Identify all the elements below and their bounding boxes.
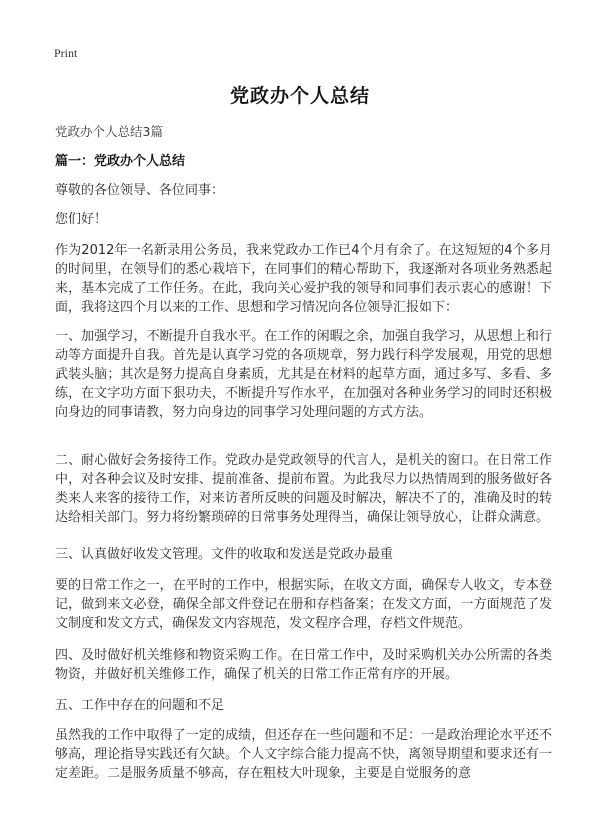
- document-subtitle: 党政办个人总结3篇: [55, 124, 163, 139]
- section-heading: 篇一：党政办个人总结: [55, 154, 186, 169]
- paragraph-intro: 作为2012年一名新录用公务员，我来党政办工作已4个月有余了。在这短短的4个多月的时间里，在领导们的悉心栽培下，在同事们的精心帮助下，我逐渐对各项业务熟悉起来，基本完成了工作任务。在此，我向关心爱护我的领导和同事们表示衷心的感谢！下面，我将这四个月以来的工作、思想和学习情况向各位领导汇报如下：: [55, 243, 552, 315]
- paragraph-section-3-body: 要的日常工作之一，在平时的工作中，根据实际，在收文方面，确保专人收文，专本登记，做到来文必登，确保全部文件登记在册和存档备案；在发文方面，一方面规范了发文制度和发文方式，确保发文内容规范，发文程序合理，存档文件规范。: [55, 578, 552, 631]
- document-title: 党政办个人总结: [229, 85, 370, 107]
- paragraph-section-5-body: 虽然我的工作中取得了一定的成绩，但还存在一些问题和不足：一是政治理论水平还不够高，理论指导实践还有欠缺。个人文字综合能力提高不快，离领导期望和要求还有一定差距。二是服务质量不够高，存在粗枝大叶现象，主要是自觉服务的意: [55, 728, 552, 781]
- paragraph-section-3-heading: 三、认真做好收发文管理。文件的收取和发送是党政办最重: [55, 547, 394, 562]
- paragraph-salutation: 尊敬的各位领导、各位同事：: [55, 183, 225, 198]
- paragraph-section-2: 二、耐心做好会务接待工作。党政办是党政领导的代言人，是机关的窗口。在日常工作中，对各种会议及时安排、提前准备、提前布置。为此我尽力以热情周到的服务做好各类来人来客的接待工作，对来访者所反映的问题及时解决，解决不了的，准确及时的转达给相关部门。努力将纷繁琐碎的日常事务处理得当，确保让领导放心，让群众满意。: [55, 453, 552, 525]
- paragraph-section-5-heading: 五、工作中存在的问题和不足: [55, 698, 225, 713]
- paragraph-section-4: 四、及时做好机关维修和物资采购工作。在日常工作中，及时采购机关办公所需的各类物资，并做好机关维修工作，确保了机关的日常工作正常有序的开展。: [55, 648, 552, 682]
- print-link[interactable]: Print: [54, 46, 78, 60]
- paragraph-greeting: 您们好！: [55, 212, 108, 227]
- paragraph-section-1: 一、加强学习，不断提升自我水平。在工作的闲暇之余，加强自我学习，从思想上和行动等方面提升自我。首先是认真学习党的各项规章，努力践行科学发展观，用党的思想武装头脑；其次是努力提高自身素质，尤其是在材料的起草方面，通过多写、多看、多练，在文字功方面下狠功夫，不断提升写作水平，在加强对各种业务学习的同时还积极向身边的同事请教，努力向身边的同事学习处理问题的方式方法。: [55, 329, 552, 420]
